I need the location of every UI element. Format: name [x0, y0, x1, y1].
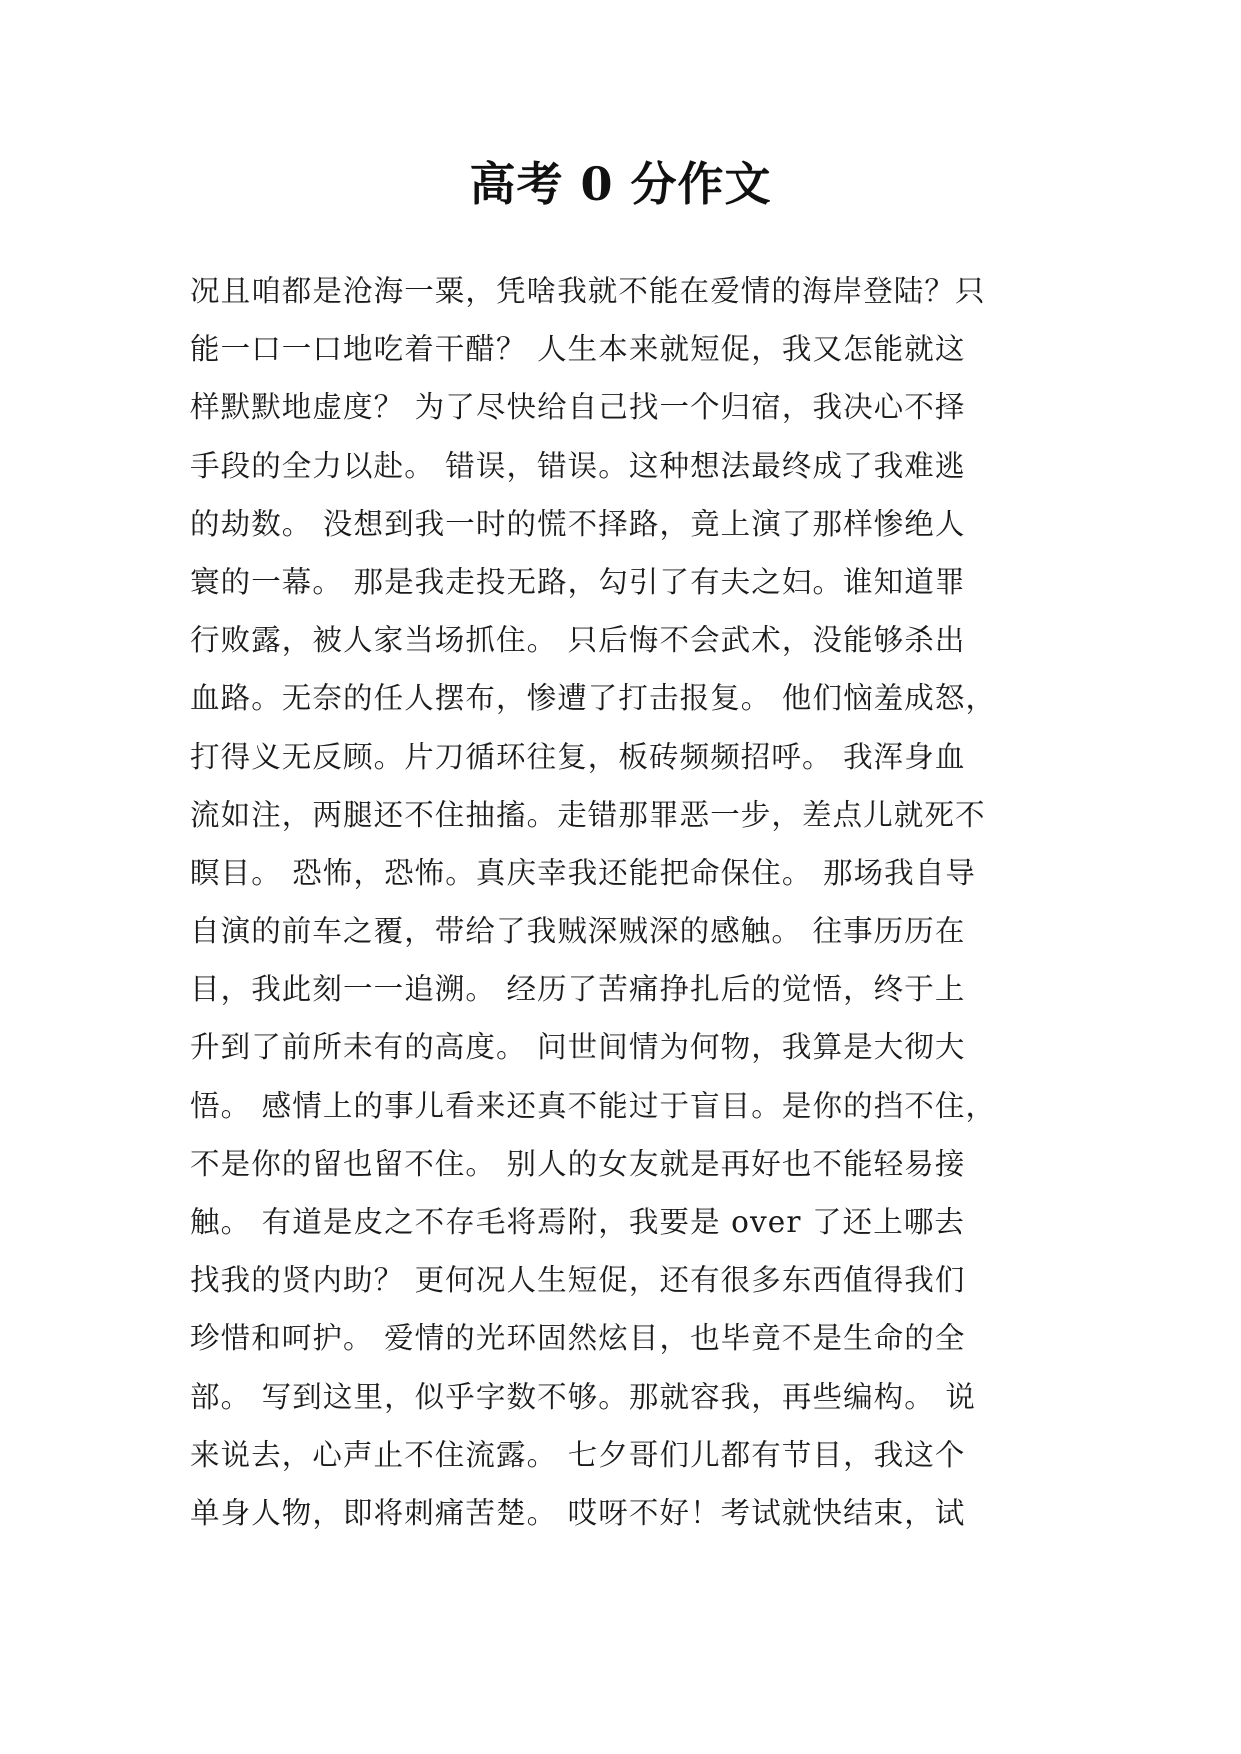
- body-line: 寰的一幕。 那是我走投无路，勾引了有夫之妇。谁知道罪: [190, 564, 966, 599]
- body-line: 的劫数。 没想到我一时的慌不择路，竟上演了那样惨绝人: [190, 506, 966, 541]
- body-line: 行败露，被人家当场抓住。 只后悔不会武术，没能够杀出: [190, 623, 966, 658]
- body-line: 打得义无反顾。片刀循环往复，板砖频频招呼。 我浑身血: [190, 739, 966, 774]
- body-line: 手段的全力以赴。 错误，错误。这种想法最终成了我难逃: [190, 448, 966, 483]
- body-line: 况且咱都是沧海一粟，凭啥我就不能在爱情的海岸登陆？只: [190, 274, 986, 308]
- body-line: 单身人物，即将刺痛苦楚。 哎呀不好！考试就快结束，试: [190, 1495, 966, 1530]
- body-line: 目，我此刻一一追溯。 经历了苦痛挣扎后的觉悟，终于上: [190, 972, 966, 1007]
- body-line: 升到了前所未有的高度。 问世间情为何物，我算是大彻大: [190, 1030, 966, 1065]
- body-line: 样默默地虚度？ 为了尽快给自己找一个归宿，我决心不择: [190, 390, 966, 425]
- body-line: 自演的前车之覆，带给了我贼深贼深的感触。 往事历历在: [190, 914, 966, 949]
- body-line: 部。 写到这里，似乎字数不够。那就容我，再些编构。 说: [190, 1379, 976, 1414]
- body-line: 流如注，两腿还不住抽搐。走错那罪恶一步，差点儿就死不: [190, 797, 986, 832]
- body-line: 珍惜和呵护。 爱情的光环固然炫目，也毕竟不是生命的全: [190, 1321, 966, 1356]
- body-line: 不是你的留也留不住。 别人的女友就是再好也不能轻易接: [190, 1146, 966, 1181]
- body-line: 瞑目。 恐怖，恐怖。真庆幸我还能把命保住。 那场我自导: [190, 855, 976, 890]
- body-line: 找我的贤内助？ 更何况人生短促，还有很多东西值得我们: [190, 1263, 966, 1298]
- document-title: 高考 0 分作文: [469, 157, 772, 211]
- body-line: 触。 有道是皮之不存毛将焉附，我要是 over 了还上哪去: [190, 1205, 966, 1239]
- document-body: [190, 262, 1070, 1542]
- body-line: 血路。无奈的任人摆布，惨遭了打击报复。 他们恼羞成怒，: [190, 681, 997, 716]
- body-line: 悟。 感情上的事儿看来还真不能过于盲目。是你的挡不住，: [190, 1088, 997, 1123]
- body-line: 能一口一口地吃着干醋？ 人生本来就短促，我又怎能就这: [190, 332, 966, 367]
- body-line: 来说去，心声止不住流露。 七夕哥们儿都有节目，我这个: [190, 1437, 966, 1472]
